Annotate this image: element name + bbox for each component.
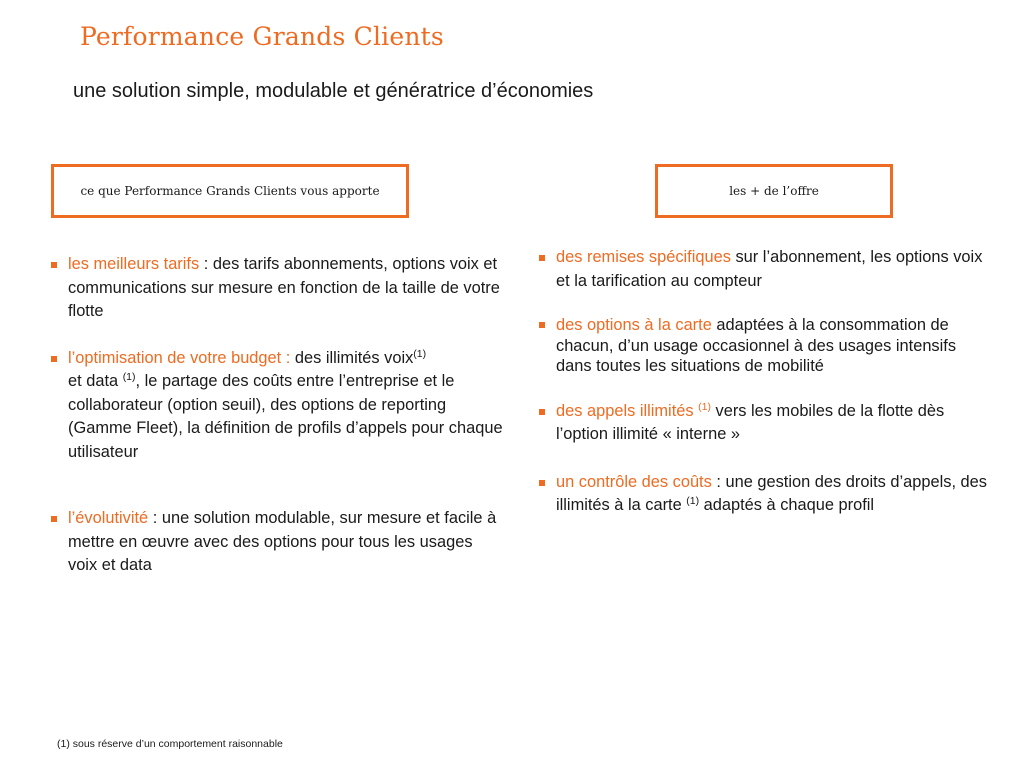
benefits-header-label: ce que Performance Grands Clients vous apporte bbox=[80, 184, 380, 198]
item-text: adaptées à la consommation de chacun, d’un usage occasionnel à des usages intensifs dans toutes les situations de mobilité bbox=[556, 316, 957, 375]
square-bullet-icon bbox=[539, 322, 545, 328]
item-text: sur l’abonnement, les options voix et la tarification au compteur bbox=[556, 248, 983, 290]
item-text: des illimités voix bbox=[294, 348, 414, 367]
list-item-cost-control bbox=[536, 471, 996, 518]
offer-plus-list bbox=[536, 246, 996, 518]
item-text: : des tarifs abonnements, options voix et communications sur mesure en fonction de la taille de votre flotte bbox=[68, 255, 500, 320]
page-title: Performance Grands Clients bbox=[80, 22, 444, 51]
item-text: : une solution modulable, sur mesure et facile à mettre en œuvre avec des options pour tous les usages voix et data bbox=[68, 509, 497, 574]
item-highlight: un contrôle des coûts bbox=[556, 472, 712, 491]
page-subtitle: une solution simple, modulable et génératrice d’économies bbox=[73, 80, 594, 102]
item-highlight: l’évolutivité bbox=[68, 509, 149, 527]
list-item-a-la-carte-options bbox=[536, 315, 996, 377]
square-bullet-icon bbox=[539, 480, 545, 486]
item-highlight: des remises spécifiques bbox=[556, 248, 731, 266]
footnote-ref: (1) bbox=[698, 400, 711, 413]
item-text: vers les mobiles de la flotte dès l’option illimité « interne » bbox=[556, 401, 945, 443]
square-bullet-icon bbox=[51, 262, 57, 268]
benefits-list bbox=[48, 253, 503, 578]
offer-plus-header-box bbox=[655, 164, 893, 218]
offer-plus-header-label: les + de l’offre bbox=[729, 184, 819, 198]
square-bullet-icon bbox=[539, 409, 545, 415]
item-text: et data bbox=[68, 372, 123, 390]
footnote: (1) sous réserve d’un comportement raisonnable bbox=[57, 738, 283, 750]
item-text: adaptés à chaque profil bbox=[699, 496, 875, 514]
footnote-ref: (1) bbox=[413, 347, 427, 360]
list-item-scalability bbox=[48, 507, 503, 578]
footnote-ref: (1) bbox=[122, 371, 136, 383]
item-highlight: l’optimisation de votre budget : bbox=[68, 348, 295, 367]
item-highlight: des appels illimités bbox=[556, 401, 699, 420]
list-item-best-rates bbox=[48, 253, 503, 324]
item-text: : une gestion des droits d’appels, des illimités à la carte bbox=[556, 472, 987, 514]
item-highlight: les meilleurs tarifs bbox=[68, 255, 200, 273]
item-text: , le partage des coûts entre l’entreprise et le collaborateur (option seuil), des options de reporting (Gamme Fleet), la définition de profils d’appels pour chaque utilisateur bbox=[68, 372, 503, 461]
item-highlight: des options à la carte bbox=[556, 316, 712, 334]
square-bullet-icon bbox=[51, 516, 57, 522]
square-bullet-icon bbox=[51, 356, 57, 362]
square-bullet-icon bbox=[539, 255, 545, 261]
footnote-ref: (1) bbox=[686, 495, 700, 507]
benefits-header-box bbox=[51, 164, 409, 218]
list-item-specific-discounts bbox=[536, 246, 996, 293]
list-item-unlimited-calls bbox=[536, 400, 996, 447]
list-item-budget-optimization bbox=[48, 347, 503, 465]
